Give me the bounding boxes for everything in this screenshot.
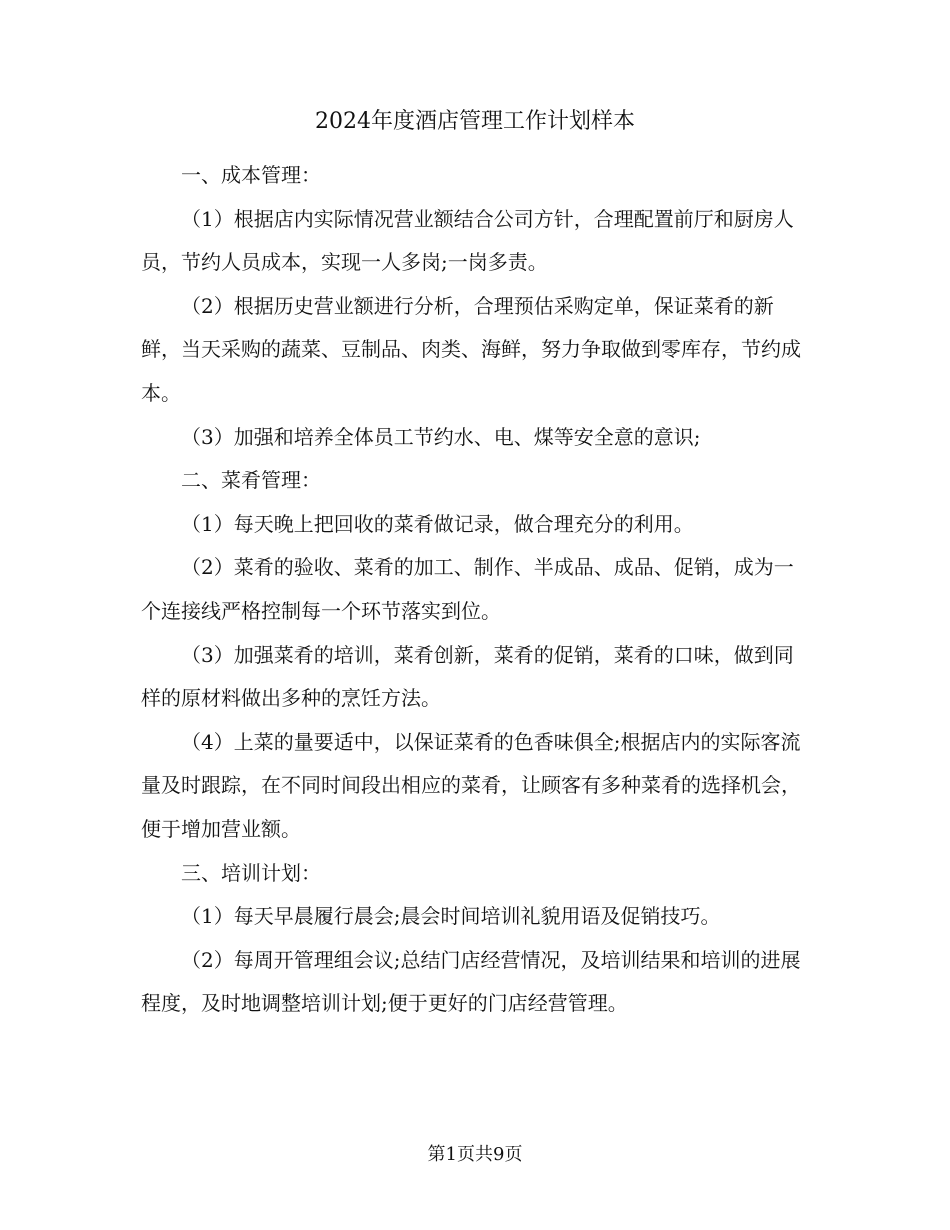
paragraph: （2）菜肴的验收、菜肴的加工、制作、半成品、成品、促销，成为一个连接线严格控制每一个环节落实到位。 — [141, 555, 794, 623]
paragraph: （2）每周开管理组会议;总结门店经营情况，及培训结果和培训的进展程度，及时地调整培训计划;便于更好的门店经营管理。 — [141, 947, 801, 1016]
document-body — [141, 154, 811, 1026]
paragraph: （1）每天晚上把回收的菜肴做记录，做合理充分的利用。 — [181, 511, 694, 536]
paragraph: （4）上菜的量要适中，以保证菜肴的色香味俱全;根据店内的实际客流量及时跟踪，在不同时间段出相应的菜肴，让顾客有多种菜肴的选择机会，便于增加营业额。 — [141, 729, 801, 841]
section-heading-training: 三、培训计划： — [181, 860, 321, 885]
paragraph: （3）加强菜肴的培训，菜肴创新，菜肴的促销，菜肴的口味，做到同样的原材料做出多种的烹饪方法。 — [141, 642, 794, 711]
section-heading-cost: 一、成本管理： — [181, 163, 321, 187]
paragraph: （1）根据店内实际情况营业额结合公司方针，合理配置前厅和厨房人员，节约人员成本，实现一人多岗;一岗多责。 — [141, 206, 794, 275]
paragraph: （2）根据历史营业额进行分析，合理预估采购定单，保证菜肴的新鲜，当天采购的蔬菜、豆制品、肉类、海鲜，努力争取做到零库存，节约成本。 — [141, 293, 801, 405]
section-heading-dishes: 二、菜肴管理： — [181, 468, 321, 493]
paragraph: （1）每天早晨履行晨会;晨会时间培训礼貌用语及促销技巧。 — [181, 904, 721, 929]
page-number: 第1页共9页 — [427, 1144, 523, 1165]
paragraph: （3）加强和培养全体员工节约水、电、煤等安全意的意识; — [181, 424, 701, 449]
document-title: 2024年度酒店管理工作计划样本 — [315, 109, 635, 134]
